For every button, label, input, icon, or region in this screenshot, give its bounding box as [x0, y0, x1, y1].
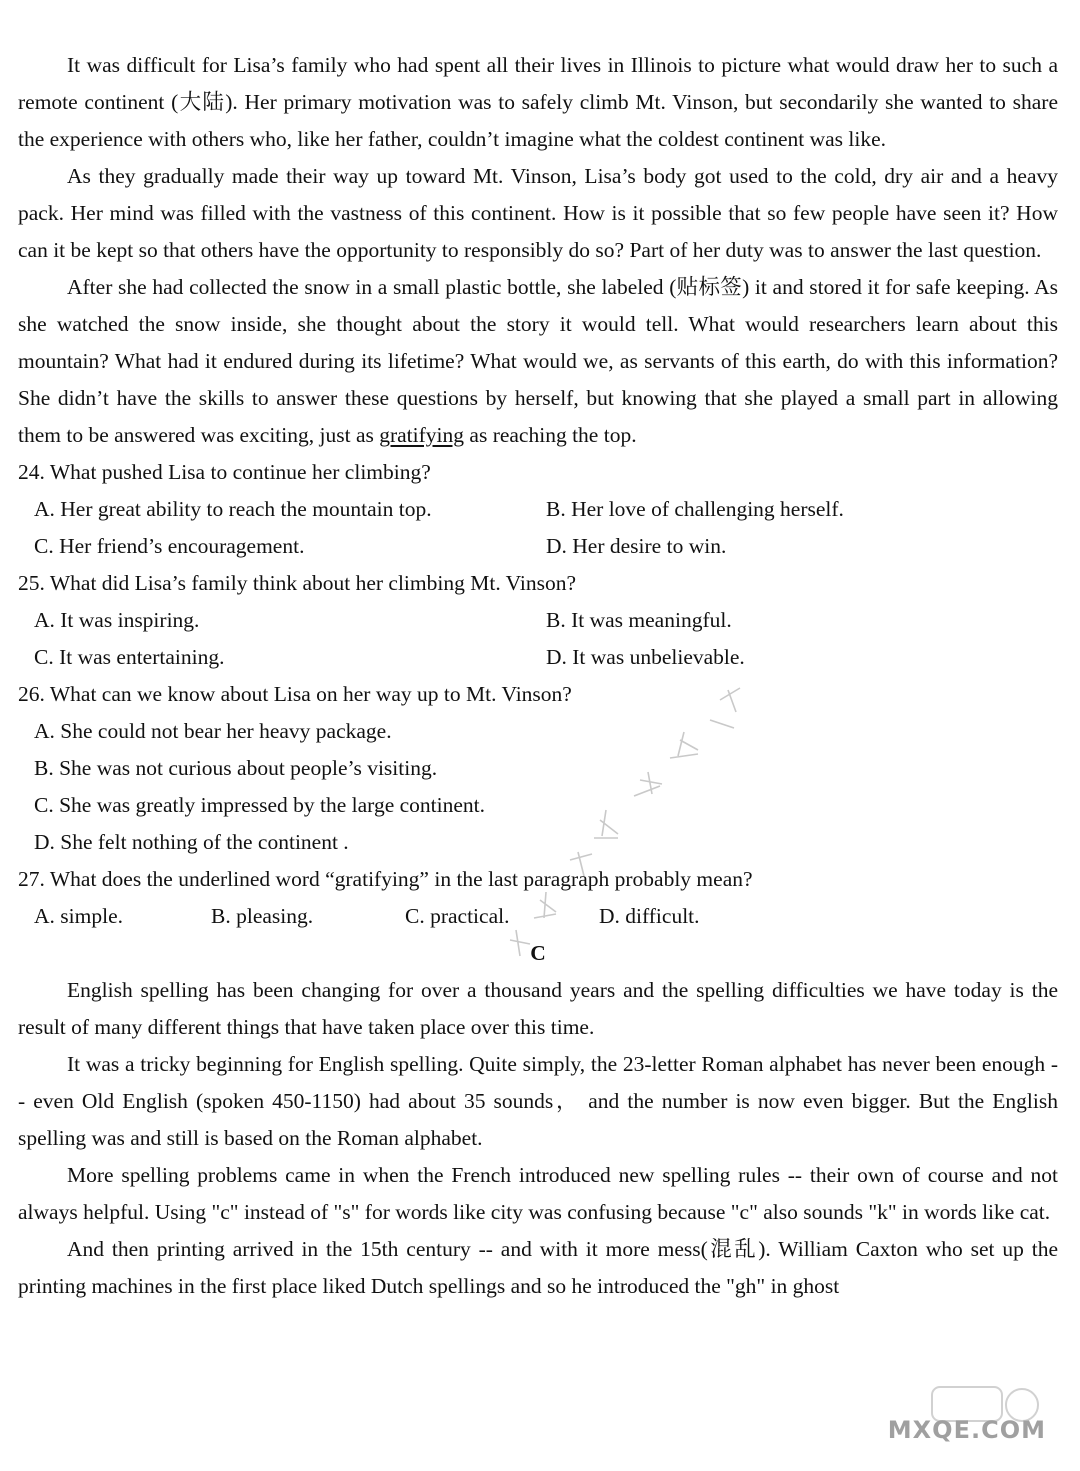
option-26-a[interactable]: A. She could not bear her heavy package.: [34, 719, 392, 743]
option-27-b[interactable]: B. pleasing.: [211, 904, 314, 928]
question-24-options-row-1: [18, 491, 1058, 528]
question-26-stem: 26. What can we know about Lisa on her way up to Mt. Vinson?: [18, 682, 572, 706]
option-27-c[interactable]: C. practical.: [405, 904, 510, 928]
option-24-d[interactable]: D. Her desire to win.: [546, 534, 727, 558]
passage-c-paragraph-1: English spelling has been changing for over a thousand years and the spelling difficulties we have today is the result of many different things that have taken place over this time.: [18, 978, 1058, 1039]
question-24-stem: 24. What pushed Lisa to continue her climbing?: [18, 460, 431, 484]
option-25-d[interactable]: D. It was unbelievable.: [546, 645, 745, 669]
passage-c-paragraph-3: More spelling problems came in when the French introduced new spelling rules -- their own of course and not always helpful. Using "c" instead of "s" for words like city was confusing because "c" also sounds "k" in words like cat.: [18, 1163, 1058, 1224]
paragraph-3-tail: as reaching the top.: [464, 423, 637, 447]
option-25-c[interactable]: C. It was entertaining.: [34, 645, 225, 669]
underlined-word: gratifying: [379, 423, 465, 447]
exam-page: [18, 47, 1058, 1305]
passage-c-paragraph-4: And then printing arrived in the 15th century -- and with it more mess(混乱). William Caxton who set up the printing machines in the first place liked Dutch spellings and so he introduced the "gh" in ghost: [18, 1237, 1058, 1298]
site-logo-watermark: [887, 1383, 1052, 1453]
option-27-a[interactable]: A. simple.: [34, 904, 123, 928]
passage-paragraph-2: As they gradually made their way up toward Mt. Vinson, Lisa’s body got used to the cold, dry air and a heavy pack. Her mind was filled with the vastness of this continent. How is it possible that so few people have seen it? How can it be kept so that others have the opportunity to responsibly do so? Part of her duty was to answer the last question.: [18, 164, 1058, 262]
logo-mark-icon: [892, 1383, 1052, 1453]
question-27-options: [18, 898, 1058, 935]
question-25-stem: 25. What did Lisa’s family think about her climbing Mt. Vinson?: [18, 571, 577, 595]
passage-c-paragraph-2: It was a tricky beginning for English spelling. Quite simply, the 23-letter Roman alphabet has never been enough -- even Old English (spoken 450-1150) had about 35 sounds， and the number is now even bigger. But the English spelling was and still is based on the Roman alphabet.: [18, 1052, 1058, 1150]
option-27-d[interactable]: D. difficult.: [599, 904, 700, 928]
option-24-b[interactable]: B. Her love of challenging herself.: [546, 497, 844, 521]
option-25-b[interactable]: B. It was meaningful.: [546, 608, 732, 632]
question-27-stem: 27. What does the underlined word “gratifying” in the last paragraph probably mean?: [18, 867, 753, 891]
option-24-c[interactable]: C. Her friend’s encouragement.: [34, 534, 305, 558]
option-26-c[interactable]: C. She was greatly impressed by the large continent.: [34, 793, 485, 817]
passage-paragraph-3: [18, 269, 1058, 454]
paragraph-3-text: After she had collected the snow in a small plastic bottle, she labeled (贴标签) it and stored it for safe keeping. As she watched the snow inside, she thought about the story it would tell. What would researchers learn about this mountain? What had it endured during its lifetime? What would we, as servants of this earth, do with this information? She didn’t have the skills to answer these questions by herself, but knowing that she played a small part in allowing them to be answered was exciting, just as: [18, 275, 1058, 447]
option-24-a[interactable]: A. Her great ability to reach the mountain top.: [34, 497, 432, 521]
question-25-options-row-2: [18, 639, 1058, 676]
logo-text: MXQE.COM: [887, 1416, 1046, 1444]
question-24-options-row-2: [18, 528, 1058, 565]
option-26-b[interactable]: B. She was not curious about people’s visiting.: [34, 756, 438, 780]
passage-paragraph-1: It was difficult for Lisa’s family who had spent all their lives in Illinois to picture what would draw her to such a remote continent (大陆). Her primary motivation was to safely climb Mt. Vinson, but secondarily she wanted to share the experience with others who, like her father, couldn’t imagine what the coldest continent was like.: [18, 53, 1058, 151]
section-heading-c: C: [530, 941, 546, 965]
option-25-a[interactable]: A. It was inspiring.: [34, 608, 200, 632]
option-26-d[interactable]: D. She felt nothing of the continent .: [34, 830, 349, 854]
question-25-options-row-1: [18, 602, 1058, 639]
